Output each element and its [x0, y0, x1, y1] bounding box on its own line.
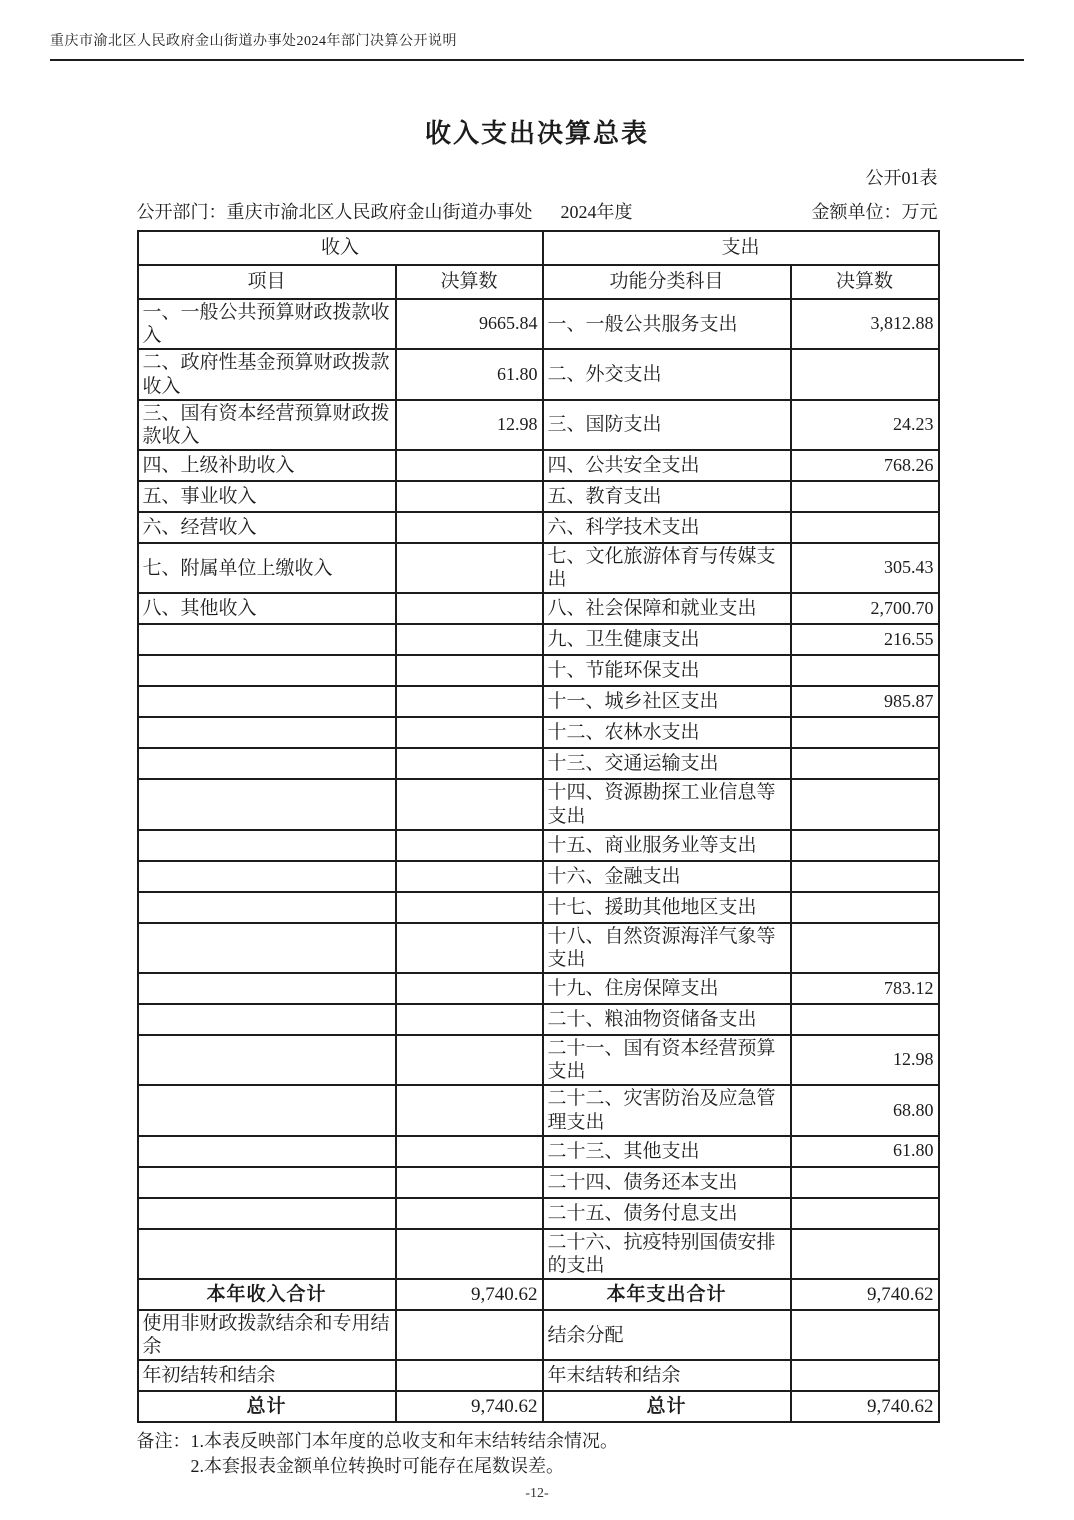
income-item-cell [138, 779, 396, 829]
income-amount-cell [396, 624, 543, 655]
table-row [138, 1198, 939, 1229]
expense-item-cell: 三、国防支出 [543, 400, 791, 450]
expense-item-cell: 六、科学技术支出 [543, 512, 791, 543]
table-row [138, 717, 939, 748]
running-header: 重庆市渝北区人民政府金山街道办事处2024年部门决算公开说明 [50, 30, 1024, 61]
income-item-cell [138, 861, 396, 892]
income-item-column-header: 项目 [138, 265, 396, 299]
income-amount-cell [396, 655, 543, 686]
expense-amount-cell [791, 481, 939, 512]
income-item-cell: 总计 [138, 1391, 396, 1422]
expense-amount-cell [791, 892, 939, 923]
income-item-cell [138, 748, 396, 779]
expense-amount-cell [791, 349, 939, 399]
table-row [138, 830, 939, 861]
expense-item-cell: 十四、资源勘探工业信息等支出 [543, 779, 791, 829]
income-item-cell [138, 1085, 396, 1135]
table-row [138, 624, 939, 655]
income-amount-cell: 9,740.62 [396, 1391, 543, 1422]
expense-item-cell: 九、卫生健康支出 [543, 624, 791, 655]
department-label: 公开部门：重庆市渝北区人民政府金山街道办事处 [136, 202, 533, 222]
table-row [138, 450, 939, 481]
income-amount-cell: 61.80 [396, 349, 543, 399]
income-item-cell [138, 1167, 396, 1198]
page-number: -12- [525, 1486, 549, 1501]
income-amount-cell [396, 481, 543, 512]
expense-amount-cell [791, 779, 939, 829]
table-row [138, 923, 939, 973]
income-amount-cell [396, 1004, 543, 1035]
budget-summary-table [137, 230, 940, 1423]
expense-item-cell: 十九、住房保障支出 [543, 973, 791, 1004]
expense-amount-cell [791, 1310, 939, 1360]
table-row [138, 593, 939, 624]
expense-item-cell: 二十五、债务付息支出 [543, 1198, 791, 1229]
income-amount-cell [396, 1198, 543, 1229]
income-amount-cell: 9,740.62 [396, 1279, 543, 1310]
expense-amount-cell [791, 861, 939, 892]
fiscal-year-label: 2024年度 [560, 202, 633, 222]
expense-group-header: 支出 [543, 231, 939, 265]
expense-item-cell: 二十六、抗疫特别国债安排的支出 [543, 1229, 791, 1279]
income-amount-column-header: 决算数 [396, 265, 543, 299]
income-item-cell [138, 1229, 396, 1279]
expense-item-cell: 十二、农林水支出 [543, 717, 791, 748]
table-row [138, 1360, 939, 1391]
income-item-cell [138, 1004, 396, 1035]
income-item-cell [138, 892, 396, 923]
income-amount-cell [396, 1167, 543, 1198]
expense-item-cell: 十八、自然资源海洋气象等支出 [543, 923, 791, 973]
expense-amount-cell [791, 1229, 939, 1279]
income-amount-cell [396, 830, 543, 861]
income-item-cell [138, 1035, 396, 1085]
table-row [138, 779, 939, 829]
footnote-1: 备注：1.本表反映部门本年度的总收支和年末结转结余情况。 [136, 1431, 618, 1452]
income-item-cell [138, 624, 396, 655]
amount-unit-label: 金额单位：万元 [811, 202, 938, 222]
expense-item-cell: 十七、援助其他地区支出 [543, 892, 791, 923]
income-item-cell: 三、国有资本经营预算财政拨款收入 [138, 400, 396, 450]
footnotes [137, 1429, 938, 1478]
expense-item-cell: 二十一、国有资本经营预算支出 [543, 1035, 791, 1085]
income-item-cell: 二、政府性基金预算财政拨款收入 [138, 349, 396, 399]
table-row [138, 1085, 939, 1135]
expense-item-cell: 七、文化旅游体育与传媒支出 [543, 543, 791, 593]
expense-amount-cell: 2,700.70 [791, 593, 939, 624]
income-amount-cell [396, 1085, 543, 1135]
total-row [138, 1391, 939, 1422]
income-amount-cell [396, 512, 543, 543]
income-amount-cell [396, 1310, 543, 1360]
table-row [138, 1167, 939, 1198]
expense-item-cell: 八、社会保障和就业支出 [543, 593, 791, 624]
page-title: 收入支出决算总表 [424, 119, 649, 148]
income-amount-cell [396, 779, 543, 829]
sheet-number-label: 公开01表 [865, 168, 938, 188]
table-row [138, 1229, 939, 1279]
income-amount-cell [396, 686, 543, 717]
income-item-cell: 使用非财政拨款结余和专用结余 [138, 1310, 396, 1360]
income-item-cell: 六、经营收入 [138, 512, 396, 543]
total-row [138, 1279, 939, 1310]
expense-item-cell: 四、公共安全支出 [543, 450, 791, 481]
income-item-cell: 八、其他收入 [138, 593, 396, 624]
table-row [138, 973, 939, 1004]
income-group-header: 收入 [138, 231, 543, 265]
expense-item-cell: 年末结转和结余 [543, 1360, 791, 1391]
expense-item-cell: 本年支出合计 [543, 1279, 791, 1310]
income-amount-cell [396, 1035, 543, 1085]
income-amount-cell [396, 923, 543, 973]
content-area [137, 164, 938, 1478]
footnote-2: 2.本套报表金额单位转换时可能存在尾数误差。 [190, 1455, 564, 1476]
expense-amount-column-header: 决算数 [791, 265, 939, 299]
expense-item-cell: 总计 [543, 1391, 791, 1422]
expense-amount-cell [791, 1004, 939, 1035]
expense-amount-cell: 12.98 [791, 1035, 939, 1085]
income-item-cell: 本年收入合计 [138, 1279, 396, 1310]
table-row [138, 299, 939, 349]
expense-item-cell: 十、节能环保支出 [543, 655, 791, 686]
group-header-row [138, 231, 939, 265]
expense-item-cell: 二十二、灾害防治及应急管理支出 [543, 1085, 791, 1135]
table-row [138, 686, 939, 717]
table-row [138, 1310, 939, 1360]
table-header [138, 231, 939, 299]
expense-item-cell: 十五、商业服务业等支出 [543, 830, 791, 861]
expense-amount-cell: 68.80 [791, 1085, 939, 1135]
expense-amount-cell: 768.26 [791, 450, 939, 481]
expense-amount-cell: 9,740.62 [791, 1391, 939, 1422]
expense-amount-cell: 783.12 [791, 973, 939, 1004]
expense-item-cell: 二十、粮油物资储备支出 [543, 1004, 791, 1035]
income-amount-cell [396, 861, 543, 892]
expense-amount-cell [791, 512, 939, 543]
income-amount-cell [396, 973, 543, 1004]
expense-item-cell: 二十三、其他支出 [543, 1136, 791, 1167]
table-row [138, 400, 939, 450]
table-row [138, 349, 939, 399]
expense-item-cell: 十一、城乡社区支出 [543, 686, 791, 717]
expense-amount-cell [791, 923, 939, 973]
expense-amount-cell: 3,812.88 [791, 299, 939, 349]
table-meta-row [137, 198, 938, 224]
table-row [138, 1035, 939, 1085]
table-row [138, 1136, 939, 1167]
income-item-cell: 年初结转和结余 [138, 1360, 396, 1391]
income-item-cell [138, 923, 396, 973]
income-item-cell [138, 1198, 396, 1229]
income-amount-cell [396, 543, 543, 593]
income-amount-cell [396, 1360, 543, 1391]
expense-amount-cell: 305.43 [791, 543, 939, 593]
table-row [138, 1004, 939, 1035]
income-item-cell [138, 973, 396, 1004]
expense-item-cell: 十三、交通运输支出 [543, 748, 791, 779]
table-row [138, 892, 939, 923]
income-item-cell: 四、上级补助收入 [138, 450, 396, 481]
table-row [138, 543, 939, 593]
income-item-cell [138, 830, 396, 861]
table-row [138, 861, 939, 892]
expense-amount-cell [791, 1198, 939, 1229]
expense-amount-cell [791, 1167, 939, 1198]
income-item-cell [138, 1136, 396, 1167]
table-row [138, 481, 939, 512]
income-amount-cell [396, 748, 543, 779]
expense-amount-cell: 61.80 [791, 1136, 939, 1167]
expense-amount-cell: 9,740.62 [791, 1279, 939, 1310]
income-amount-cell: 12.98 [396, 400, 543, 450]
expense-amount-cell [791, 1360, 939, 1391]
income-amount-cell [396, 717, 543, 748]
expense-amount-cell: 985.87 [791, 686, 939, 717]
expense-amount-cell: 216.55 [791, 624, 939, 655]
income-amount-cell [396, 1136, 543, 1167]
expense-item-cell: 五、教育支出 [543, 481, 791, 512]
expense-item-cell: 十六、金融支出 [543, 861, 791, 892]
income-item-cell: 七、附属单位上缴收入 [138, 543, 396, 593]
expense-amount-cell [791, 655, 939, 686]
table-row [138, 655, 939, 686]
income-amount-cell: 9665.84 [396, 299, 543, 349]
expense-item-cell: 二、外交支出 [543, 349, 791, 399]
expense-amount-cell [791, 830, 939, 861]
income-item-cell: 五、事业收入 [138, 481, 396, 512]
expense-amount-cell [791, 748, 939, 779]
table-row [138, 748, 939, 779]
expense-amount-cell: 24.23 [791, 400, 939, 450]
expense-item-column-header: 功能分类科目 [543, 265, 791, 299]
income-item-cell [138, 686, 396, 717]
expense-amount-cell [791, 717, 939, 748]
table-row [138, 512, 939, 543]
income-item-cell [138, 717, 396, 748]
budget-table-body [138, 299, 939, 1422]
expense-item-cell: 二十四、债务还本支出 [543, 1167, 791, 1198]
expense-item-cell: 结余分配 [543, 1310, 791, 1360]
column-header-row [138, 265, 939, 299]
expense-item-cell: 一、一般公共服务支出 [543, 299, 791, 349]
income-amount-cell [396, 450, 543, 481]
income-item-cell [138, 655, 396, 686]
income-item-cell: 一、一般公共预算财政拨款收入 [138, 299, 396, 349]
income-amount-cell [396, 1229, 543, 1279]
income-amount-cell [396, 892, 543, 923]
income-amount-cell [396, 593, 543, 624]
